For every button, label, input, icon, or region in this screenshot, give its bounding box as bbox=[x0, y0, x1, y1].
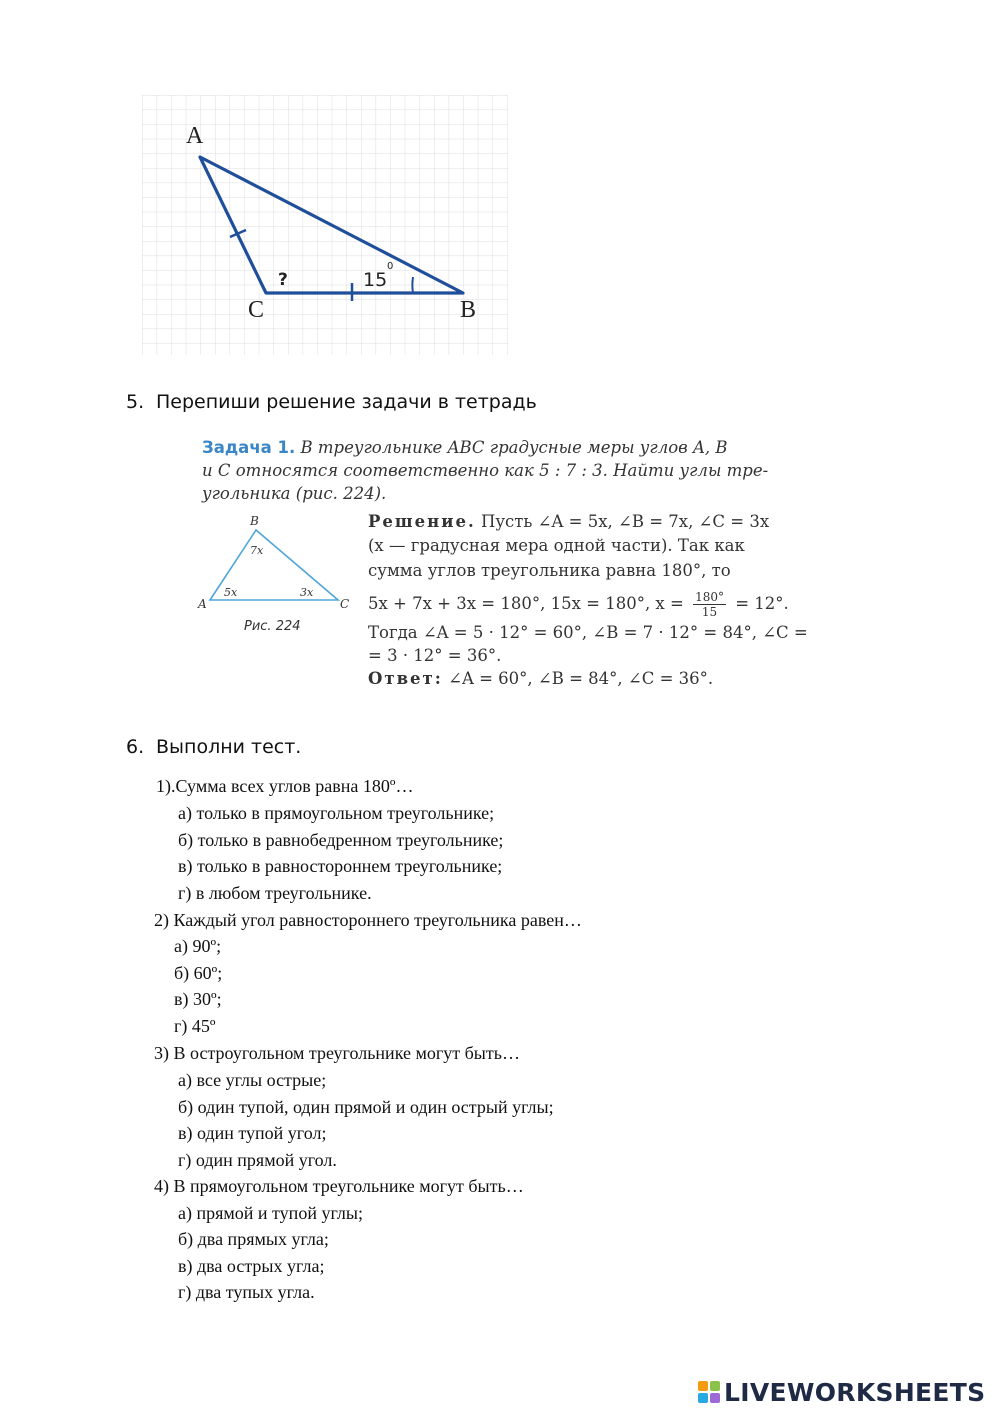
answer-line bbox=[368, 669, 713, 688]
q1-option-c: в) только в равностороннем треугольнике; bbox=[178, 856, 503, 876]
solution-line-6: = 3 · 12° = 36°. bbox=[368, 646, 502, 665]
angle-arc-b bbox=[412, 277, 413, 293]
angle-b-value: 15 bbox=[363, 269, 388, 291]
unknown-angle-label: ? bbox=[278, 270, 288, 290]
q3-option-d: г) один прямой угол. bbox=[178, 1150, 337, 1170]
fraction bbox=[693, 590, 726, 619]
q4-option-b: б) два прямых угла; bbox=[178, 1229, 329, 1249]
fig224-vertex-b: B bbox=[250, 514, 259, 528]
fig224-angle-c: 3x bbox=[300, 586, 314, 599]
section-6-title: Выполни тест. bbox=[156, 736, 302, 758]
question-3: 3) В остроугольном треугольнике могут быть… bbox=[154, 1043, 520, 1063]
fraction-denominator: 15 bbox=[701, 605, 718, 619]
q3-option-c: в) один тупой угол; bbox=[178, 1123, 327, 1143]
logo-square-orange bbox=[698, 1381, 708, 1391]
section-5-number: 5. bbox=[126, 391, 145, 413]
solution-line-1 bbox=[368, 512, 769, 531]
solution-text-4: 5x + 7x + 3x = 180°, 15x = 180°, x = bbox=[368, 594, 684, 613]
q1-option-b: б) только в равнобедренном треугольнике; bbox=[178, 830, 504, 850]
q4-option-d: г) два тупых угла. bbox=[178, 1282, 315, 1302]
q2-option-d: г) 45º bbox=[174, 1016, 216, 1036]
solution-label: Решение. bbox=[368, 512, 476, 531]
solution-line-4 bbox=[368, 590, 789, 619]
task-line-1 bbox=[202, 438, 728, 457]
logo-square-purple bbox=[710, 1393, 720, 1403]
answer-label: Ответ: bbox=[368, 669, 443, 688]
q2-option-a: а) 90º; bbox=[174, 936, 222, 956]
logo-square-blue bbox=[698, 1393, 708, 1403]
label-c: C bbox=[248, 297, 265, 323]
fig224-vertex-a: A bbox=[198, 597, 207, 611]
fig224-angle-a: 5x bbox=[224, 586, 238, 599]
task-line-2: и C относятся соответственно как 5 : 7 : 3. Найти углы тре- bbox=[202, 461, 769, 480]
section-6-heading bbox=[126, 736, 301, 758]
task-text-1: В треугольнике ABC градусные меры углов A, B bbox=[300, 438, 728, 457]
q2-option-c: в) 30º; bbox=[174, 989, 222, 1009]
logo-text: LIVEWORKSHEETS bbox=[724, 1378, 986, 1407]
solution-text-1: Пусть ∠A = 5x, ∠B = 7x, ∠C = 3x bbox=[480, 512, 770, 531]
answer-text: ∠A = 60°, ∠B = 84°, ∠C = 36°. bbox=[448, 669, 714, 688]
section-5-heading bbox=[126, 391, 537, 413]
q3-option-a: а) все углы острые; bbox=[178, 1070, 327, 1090]
q1-option-d: г) в любом треугольнике. bbox=[178, 883, 372, 903]
q4-option-c: в) два острых угла; bbox=[178, 1256, 325, 1276]
task-label: Задача 1. bbox=[202, 438, 296, 457]
section-6-number: 6. bbox=[126, 736, 145, 758]
q2-option-b: б) 60º; bbox=[174, 963, 223, 983]
degree-mark: 0 bbox=[387, 261, 394, 272]
figure-224 bbox=[196, 512, 356, 638]
question-2: 2) Каждый угол равностороннего треугольника равен… bbox=[154, 910, 582, 930]
logo-square-green bbox=[710, 1381, 720, 1391]
fig224-angle-b: 7x bbox=[250, 544, 264, 557]
triangle-abc-figure bbox=[142, 95, 508, 355]
liveworksheets-logo[interactable] bbox=[698, 1378, 994, 1408]
label-a: A bbox=[186, 123, 204, 149]
solution-line-2: (x — градусная мера одной части). Так как bbox=[368, 536, 745, 555]
solution-line-3: сумма углов треугольника равна 180°, то bbox=[368, 561, 731, 580]
fraction-numerator: 180° bbox=[695, 590, 724, 604]
question-1: 1).Сумма всех углов равна 180º… bbox=[156, 776, 414, 796]
fraction-result: = 12°. bbox=[735, 594, 789, 613]
fig224-vertex-c: C bbox=[340, 597, 350, 611]
fig224-caption: Рис. 224 bbox=[244, 619, 301, 634]
task-line-3: угольника (рис. 224). bbox=[202, 484, 387, 503]
question-4: 4) В прямоугольном треугольнике могут быть… bbox=[154, 1176, 524, 1196]
solution-line-5: Тогда ∠A = 5 · 12° = 60°, ∠B = 7 · 12° = 84°, ∠C = bbox=[368, 623, 808, 642]
label-b: B bbox=[460, 297, 477, 323]
q3-option-b: б) один тупой, один прямой и один острый углы; bbox=[178, 1097, 554, 1117]
q1-option-a: а) только в прямоугольном треугольнике; bbox=[178, 803, 495, 823]
section-5-title: Перепиши решение задачи в тетрадь bbox=[156, 391, 537, 413]
q4-option-a: а) прямой и тупой углы; bbox=[178, 1203, 363, 1223]
